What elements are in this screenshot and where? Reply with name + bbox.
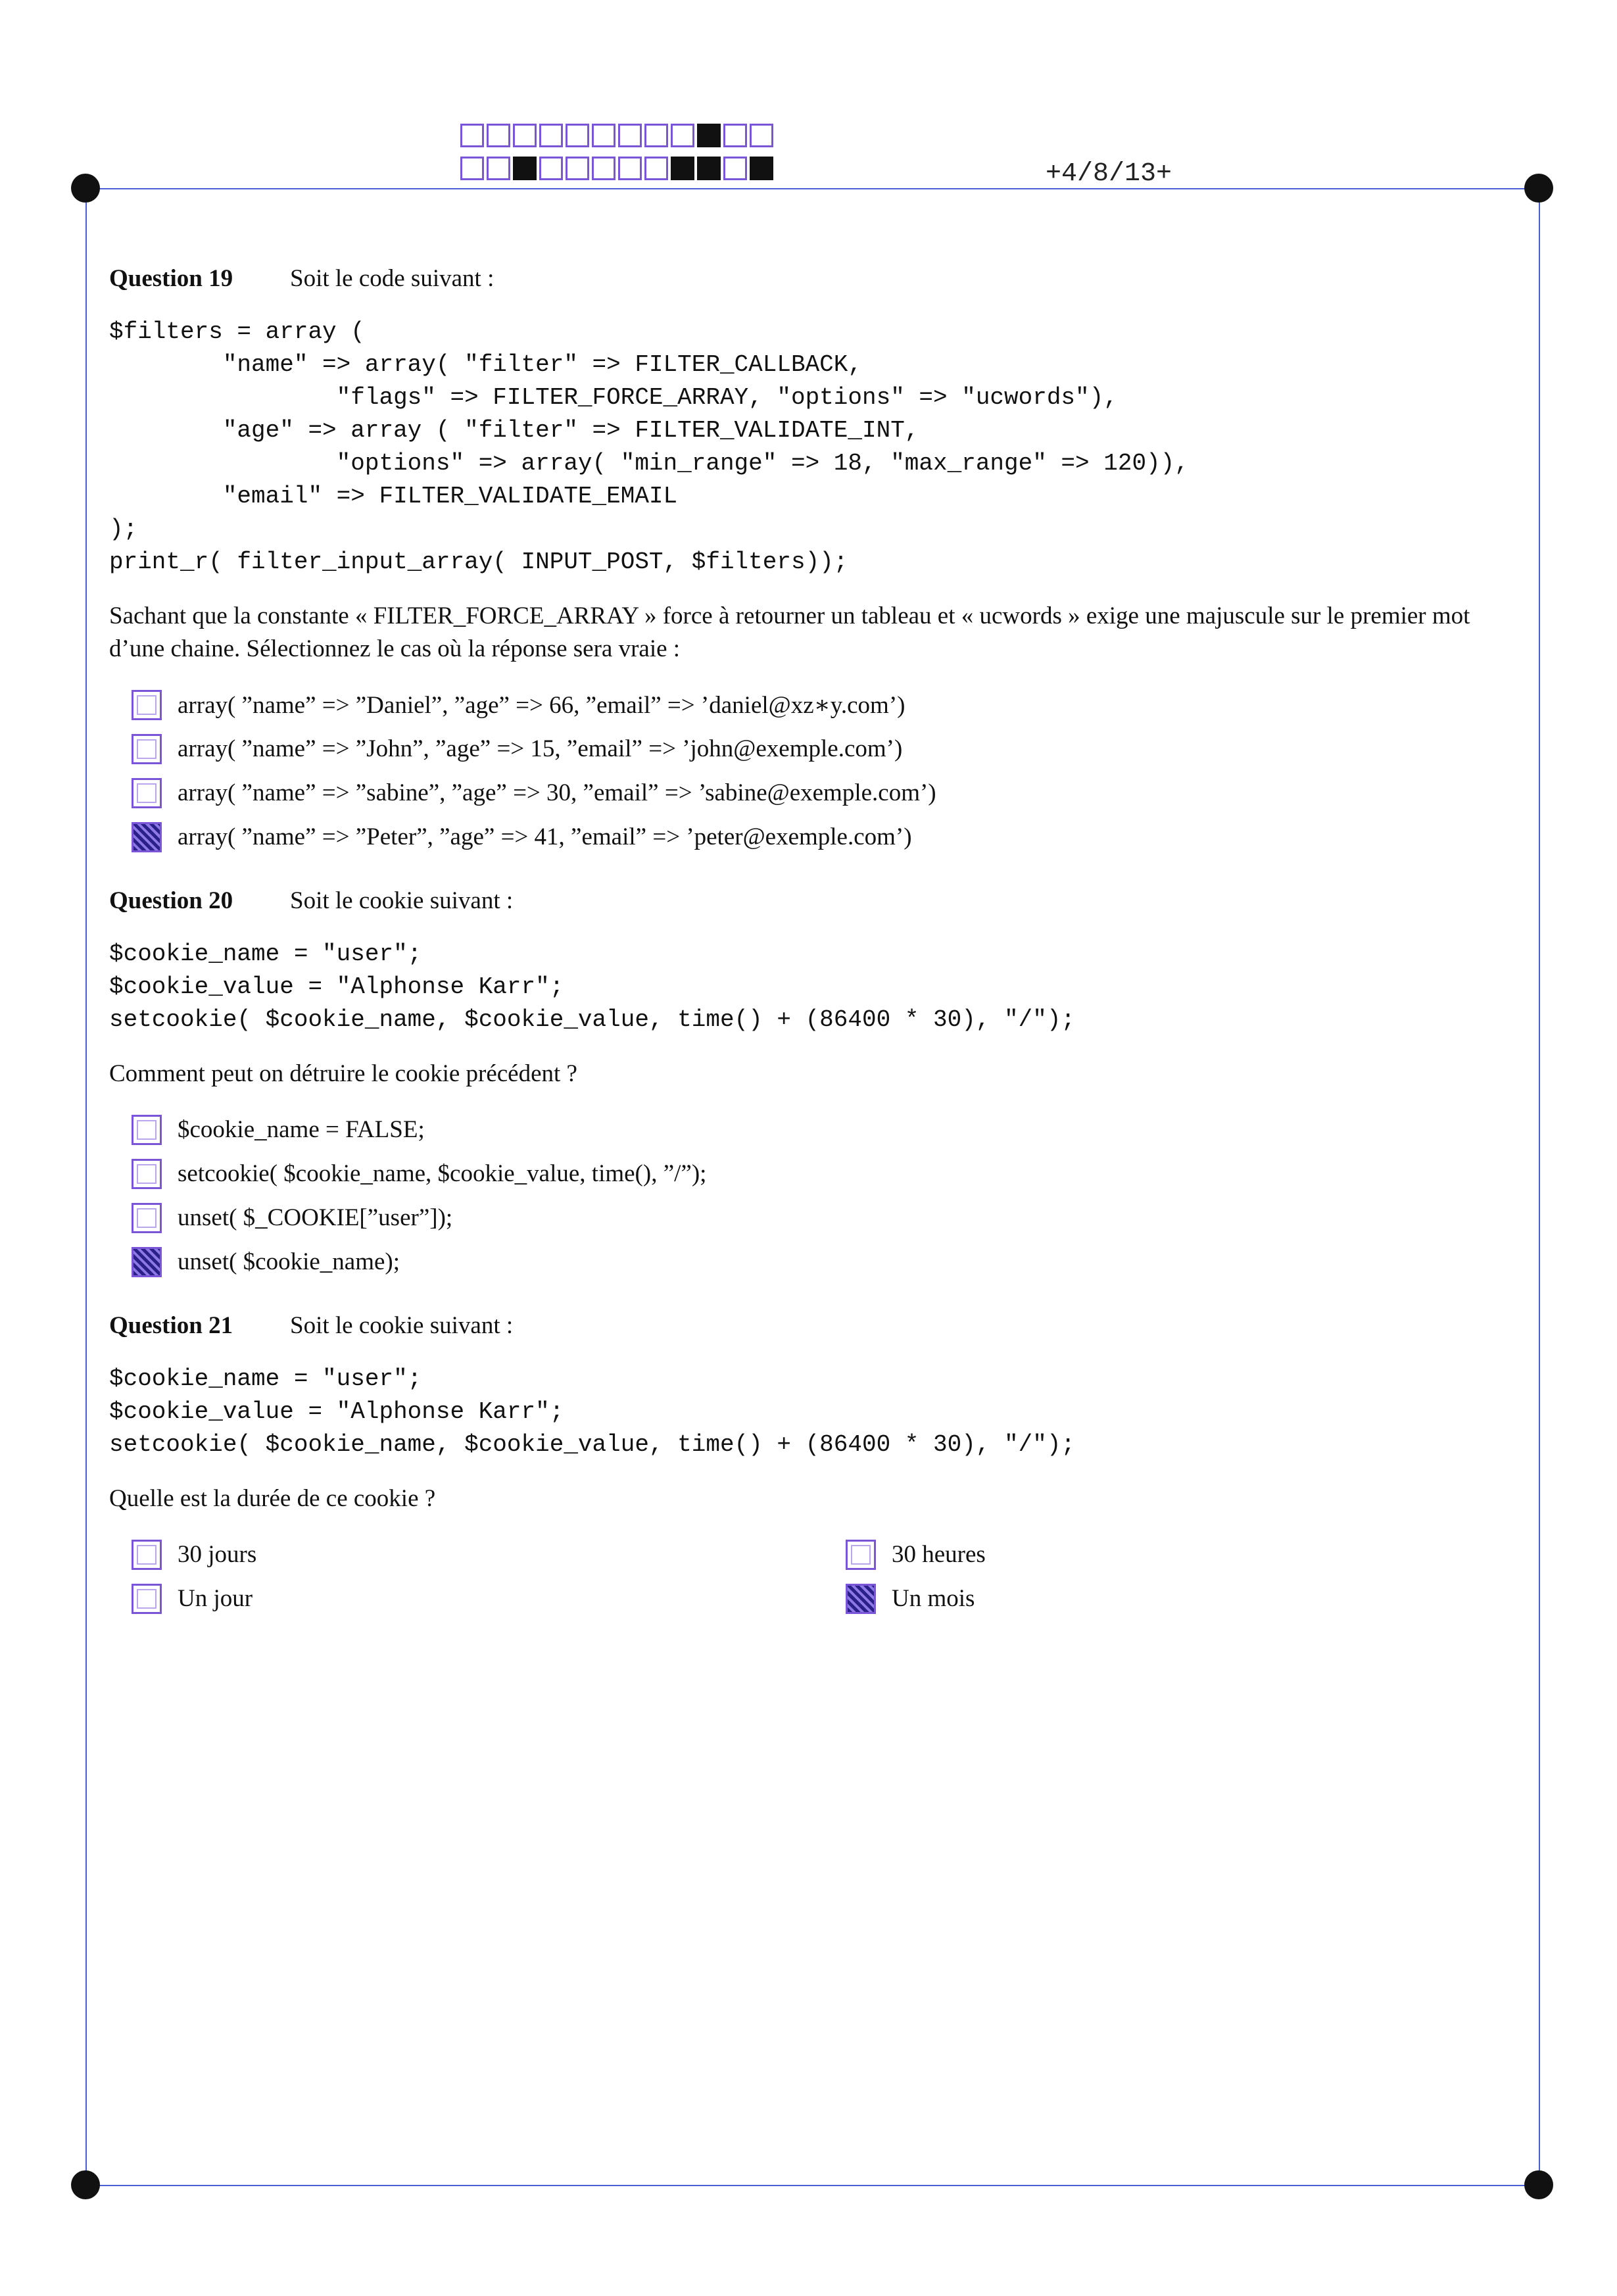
answer-checkbox[interactable]: [132, 822, 162, 852]
answer-option[interactable]: [132, 1240, 1516, 1284]
frame-bottom-line: [85, 2185, 1539, 2186]
answer-option[interactable]: [132, 1152, 1516, 1196]
question-intro: Soit le code suivant :: [290, 265, 495, 292]
answer-option[interactable]: [132, 683, 1516, 727]
answer-option[interactable]: [132, 1576, 846, 1621]
answer-option[interactable]: [132, 815, 1516, 859]
answer-label: 30 heures: [892, 1541, 986, 1568]
question-content: [109, 262, 1516, 1621]
barcode-cell: [618, 124, 642, 147]
answer-option[interactable]: [132, 771, 1516, 815]
code-block: $filters = array ( "name" => array( "filter" => FILTER_CALLBACK, "flags" => FILTER_FORCE_ARRAY, "options" => "ucwords"), "age" => array ( "filter" => FILTER_VALIDATE_INT, "options" => array( "min_range" => 18, "max_range" => 120)), "email" => FILTER_VALIDATE_EMAIL ); print_r( filter_input_array( INPUT_POST, $filters));: [109, 318, 1189, 575]
barcode-cell: [513, 124, 537, 147]
answer-list: [132, 1108, 1516, 1284]
answer-option[interactable]: [846, 1576, 1503, 1621]
frame-top-line: [85, 188, 1539, 189]
question-number: Question 19: [109, 265, 233, 292]
code-block: $cookie_name = "user"; $cookie_value = "Alphonse Karr"; setcookie( $cookie_name, $cookie_value, time() + (86400 * 30), "/");: [109, 940, 1076, 1033]
question-header: [109, 1309, 1516, 1343]
barcode-cell: [566, 157, 589, 180]
answer-option[interactable]: [132, 1108, 1516, 1152]
answer-checkbox[interactable]: [132, 1247, 162, 1277]
question-text: Quelle est la durée de ce cookie ?: [109, 1485, 436, 1512]
barcode-cell: [697, 124, 721, 147]
answer-option[interactable]: [132, 727, 1516, 771]
barcode-row-top: [460, 124, 776, 147]
barcode-cell: [750, 157, 773, 180]
barcode-cell: [723, 157, 747, 180]
answer-list: [132, 683, 1516, 859]
corner-mark-bottom-left: [71, 2170, 100, 2199]
barcode-cell: [460, 157, 484, 180]
question-20: [109, 884, 1516, 1284]
barcode-cell: [723, 124, 747, 147]
answer-checkbox[interactable]: [132, 1584, 162, 1614]
question-text: Sachant que la constante « FILTER_FORCE_ARRAY » force à retourner un tableau et « ucwords » exige une majuscule sur le premier mot d’une chaine. Sélectionnez le cas où la réponse sera vraie :: [109, 602, 1470, 662]
code-block: $cookie_name = "user"; $cookie_value = "Alphonse Karr"; setcookie( $cookie_name, $cookie_value, time() + (86400 * 30), "/");: [109, 1365, 1076, 1458]
barcode-cell: [487, 157, 510, 180]
barcode-cell: [697, 157, 721, 180]
answer-checkbox[interactable]: [846, 1584, 876, 1614]
barcode-cell: [592, 124, 615, 147]
barcode-cell: [618, 157, 642, 180]
question-19: [109, 262, 1516, 859]
question-header: [109, 262, 1516, 296]
answer-label: array( ”name” => ”Daniel”, ”age” => 66, ”email” => ’daniel@xz∗y.com’): [178, 691, 905, 719]
page-identifier: +4/8/13+: [1046, 159, 1172, 189]
answer-label: $cookie_name = FALSE;: [178, 1116, 425, 1143]
answer-option[interactable]: [846, 1532, 1503, 1576]
barcode-cell: [539, 124, 563, 147]
answer-label: unset( $_COOKIE[”user”]);: [178, 1204, 453, 1231]
answer-grid: [132, 1532, 1516, 1621]
answer-checkbox[interactable]: [132, 1115, 162, 1145]
barcode-cell: [487, 124, 510, 147]
question-intro: Soit le cookie suivant :: [290, 1312, 514, 1339]
barcode-cell: [566, 124, 589, 147]
answer-label: setcookie( $cookie_name, $cookie_value, time(), ”/”);: [178, 1160, 707, 1187]
corner-mark-top-right: [1524, 174, 1553, 203]
answer-label: array( ”name” => ”Peter”, ”age” => 41, ”email” => ’peter@exemple.com’): [178, 823, 912, 850]
answer-label: Un jour: [178, 1585, 253, 1612]
question-header: [109, 884, 1516, 918]
barcode-cell: [460, 124, 484, 147]
barcode-cell: [750, 124, 773, 147]
answer-option[interactable]: [132, 1532, 846, 1576]
answer-checkbox[interactable]: [132, 778, 162, 808]
barcode-cell: [644, 124, 668, 147]
corner-mark-top-left: [71, 174, 100, 203]
question-text: Comment peut on détruire le cookie précédent ?: [109, 1060, 577, 1087]
answer-checkbox[interactable]: [132, 690, 162, 720]
answer-checkbox[interactable]: [132, 1203, 162, 1233]
barcode-row-bottom: [460, 157, 776, 180]
answer-label: unset( $cookie_name);: [178, 1248, 400, 1275]
frame-right-line: [1539, 188, 1540, 2185]
answer-option[interactable]: [132, 1196, 1516, 1240]
answer-checkbox[interactable]: [132, 1159, 162, 1189]
answer-label: 30 jours: [178, 1541, 257, 1568]
barcode-cell: [671, 157, 694, 180]
question-21: [109, 1309, 1516, 1621]
question-intro: Soit le cookie suivant :: [290, 887, 514, 914]
barcode-cell: [671, 124, 694, 147]
corner-mark-bottom-right: [1524, 2170, 1553, 2199]
answer-label: array( ”name” => ”sabine”, ”age” => 30, ”email” => ’sabine@exemple.com’): [178, 779, 936, 806]
question-number: Question 20: [109, 887, 233, 914]
answer-checkbox[interactable]: [132, 1540, 162, 1570]
barcode-cell: [644, 157, 668, 180]
barcode-cell: [592, 157, 615, 180]
question-number: Question 21: [109, 1312, 233, 1339]
answer-label: array( ”name” => ”John”, ”age” => 15, ”email” => ’john@exemple.com’): [178, 735, 903, 762]
answer-checkbox[interactable]: [846, 1540, 876, 1570]
frame-left-line: [85, 188, 87, 2185]
answer-checkbox[interactable]: [132, 734, 162, 764]
barcode-cell: [513, 157, 537, 180]
answer-label: Un mois: [892, 1585, 975, 1612]
barcode-cell: [539, 157, 563, 180]
